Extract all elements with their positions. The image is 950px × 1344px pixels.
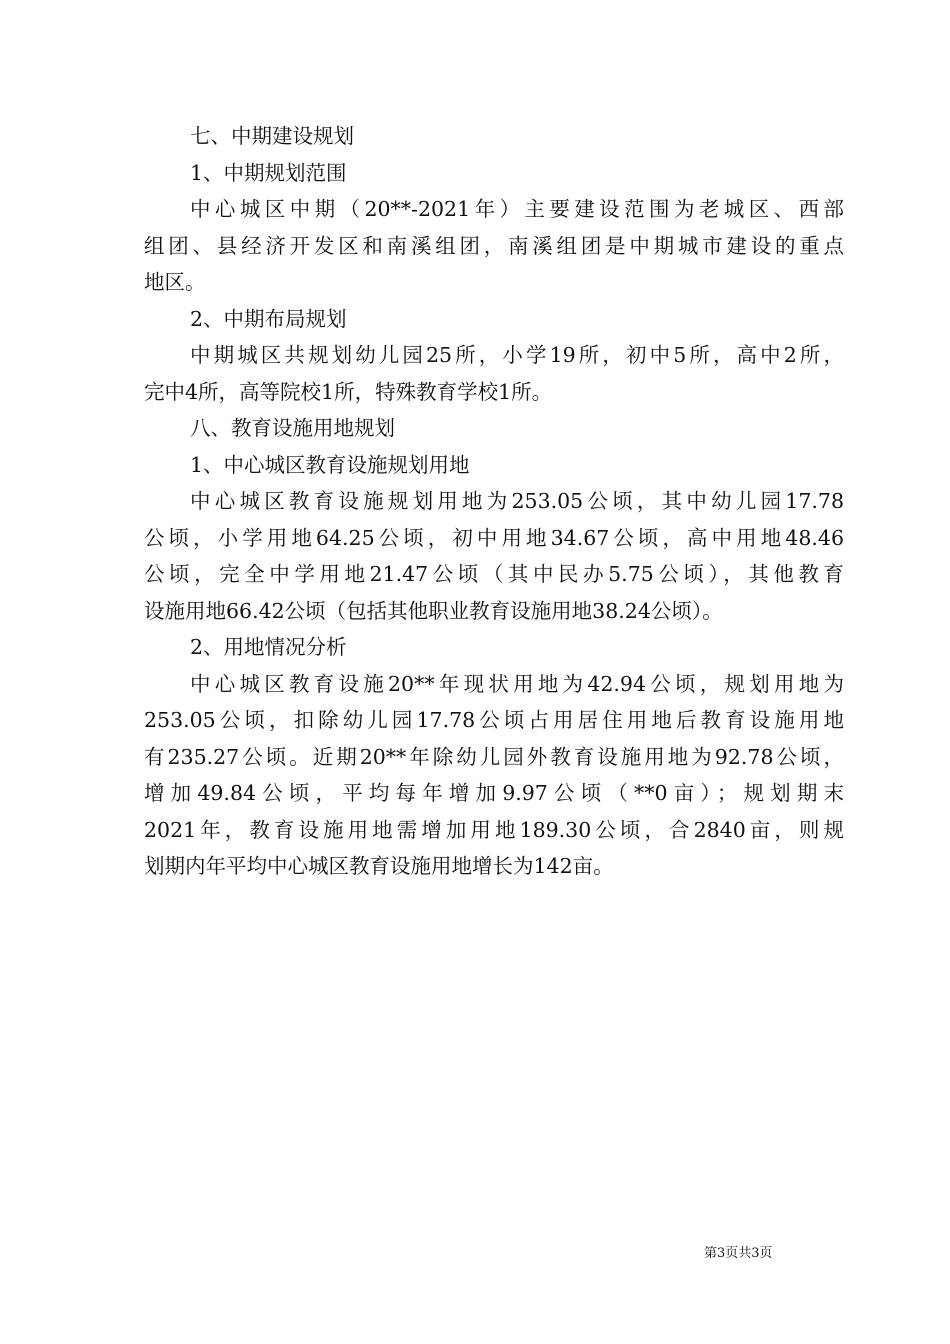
paragraph-line: 中心城区中期（20**-2021年）主要建设范围为老城区、西部 bbox=[190, 197, 844, 221]
page-number-footer: 第3页共3页 bbox=[704, 1246, 773, 1261]
subsection-title-8-2: 2、用地情况分析 bbox=[190, 635, 347, 659]
section-heading-8: 八、教育设施用地规划 bbox=[190, 416, 395, 440]
paragraph-line: 设施用地66.42公顷（包括其他职业教育设施用地38.24公顷）。 bbox=[144, 598, 723, 623]
paragraph-line: 中期城区共规划幼儿园25所，小学19所，初中5所，高中2所， bbox=[190, 343, 844, 367]
paragraph-line: 2021年，教育设施用地需增加用地189.30公顷，合2840亩，则规 bbox=[144, 817, 844, 842]
section-heading-7: 七、中期建设规划 bbox=[190, 124, 354, 148]
document-body bbox=[144, 118, 844, 885]
paragraph-line: 中心城区教育设施规划用地为253.05公顷，其中幼儿园17.78 bbox=[190, 489, 844, 513]
paragraph-line: 组团、县经济开发区和南溪组团，南溪组团是中期城市建设的重点 bbox=[144, 233, 844, 258]
paragraph-line: 253.05公顷，扣除幼儿园17.78公顷占用居住用地后教育设施用地 bbox=[144, 708, 844, 732]
paragraph-line: 公顷，小学用地64.25公顷，初中用地34.67公顷，高中用地48.46 bbox=[144, 525, 844, 550]
subsection-title-7-2: 2、中期布局规划 bbox=[190, 306, 347, 331]
subsection-title-7-1: 1、中期规划范围 bbox=[190, 160, 347, 185]
paragraph-line: 增加49.84公顷，平均每年增加9.97公顷（**0亩）；规划期末 bbox=[144, 781, 844, 805]
paragraph-line: 公顷，完全中学用地21.47公顷（其中民办5.75公顷），其他教育 bbox=[144, 562, 844, 586]
paragraph-line: 地区。 bbox=[144, 270, 206, 294]
paragraph-line: 中心城区教育设施20**年现状用地为42.94公顷，规划用地为 bbox=[190, 671, 844, 696]
subsection-title-8-1: 1、中心城区教育设施规划用地 bbox=[190, 452, 470, 477]
paragraph-line: 完中4所，高等院校1所，特殊教育学校1所。 bbox=[144, 379, 553, 404]
paragraph-line: 有235.27公顷。近期20**年除幼儿园外教育设施用地为92.78公顷， bbox=[144, 744, 844, 769]
paragraph-line: 划期内年平均中心城区教育设施用地增长为142亩。 bbox=[144, 854, 614, 878]
